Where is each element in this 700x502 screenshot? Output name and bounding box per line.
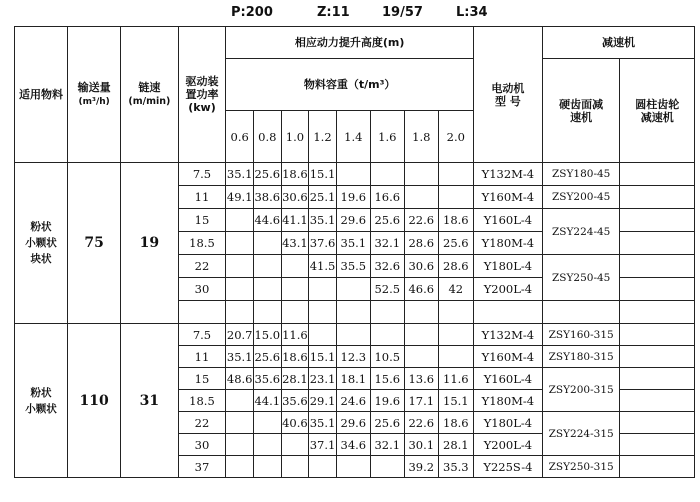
value-cell [226,278,254,301]
value-cell: 20.7 [226,324,254,346]
value-cell: 16.6 [370,186,404,209]
material-cell [15,324,68,478]
power-cell: 30 [178,278,226,301]
density-cell: 1.4 [336,111,370,163]
value-cell [370,163,404,186]
motor-cell: Y180M-4 [473,232,542,255]
motor-header [473,27,542,163]
power-cell: 15 [178,368,226,390]
motor-cell: Y180M-4 [473,390,542,412]
empty-cell [438,301,473,324]
motor-cell: Y180L-4 [473,412,542,434]
value-cell: 35.1 [309,412,337,434]
value-cell: 35.1 [309,209,337,232]
value-cell [438,186,473,209]
value-cell: 10.5 [370,346,404,368]
cyl-reducer-cell [620,186,695,209]
chain-speed-label: 链速 [138,81,161,94]
chain-speed-cell: 31 [121,324,178,478]
material-line: 块状 [30,253,52,265]
drive-power-header [178,27,226,163]
value-cell: 35.5 [336,255,370,278]
value-cell: 28.6 [404,232,438,255]
value-cell: 18.6 [281,163,309,186]
motor-cell: Y225S-4 [473,456,542,478]
cyl-reducer-cell [620,324,695,346]
value-cell: 29.6 [336,412,370,434]
density-cell: 1.8 [404,111,438,163]
empty-cell [404,301,438,324]
cyl-reducer-cell [620,255,695,278]
value-cell: 28.6 [438,255,473,278]
value-cell: 48.6 [226,368,254,390]
value-cell [370,456,404,478]
density-cell: 0.6 [226,111,254,163]
value-cell [253,278,281,301]
value-cell: 29.6 [336,209,370,232]
value-cell: 25.1 [309,186,337,209]
value-cell [226,255,254,278]
cyl-reducer-cell [620,368,695,390]
value-cell: 12.3 [336,346,370,368]
table-row [15,324,695,346]
hard-reducer-cell: ZSY250-315 [542,456,620,478]
drive-power-label: 驱动装置功率 [185,75,219,101]
value-cell [226,209,254,232]
spec-table [14,26,695,478]
power-cell: 11 [178,186,226,209]
value-cell: 35.1 [226,346,254,368]
value-cell [404,163,438,186]
hard-reducer-cell: ZSY180-45 [542,163,620,186]
value-cell [226,412,254,434]
density-cell: 1.0 [281,111,309,163]
density-cell: 0.8 [253,111,281,163]
motor-cell: Y200L-4 [473,278,542,301]
cyl-reducer-label: 圆柱齿轮减速机 [635,97,680,124]
value-cell [226,434,254,456]
value-cell [404,186,438,209]
motor-cell: Y160L-4 [473,368,542,390]
power-cell: 30 [178,434,226,456]
value-cell: 35.1 [336,232,370,255]
value-cell: 19.6 [370,390,404,412]
value-cell: 35.3 [438,456,473,478]
value-cell: 41.5 [309,255,337,278]
empty-cell [309,301,337,324]
value-cell [253,412,281,434]
value-cell: 35.6 [281,390,309,412]
value-cell: 44.1 [253,390,281,412]
material-line: 小颗状 [25,237,57,249]
capacity-unit: (m³/h) [78,96,110,107]
capacity-label: 输送量 [77,80,111,94]
value-cell: 18.6 [438,209,473,232]
value-cell: 15.1 [438,390,473,412]
hard-reducer-label: 硬齿面减速机 [559,97,604,124]
material-line: 小颗状 [25,402,57,415]
value-cell [281,434,309,456]
value-cell [253,456,281,478]
value-cell: 25.6 [438,232,473,255]
value-cell [253,232,281,255]
material-cell [15,163,68,324]
value-cell: 32.6 [370,255,404,278]
value-cell: 15.0 [253,324,281,346]
value-cell [226,456,254,478]
chain-speed-cell: 19 [121,163,178,324]
power-cell: 15 [178,209,226,232]
value-cell: 46.6 [404,278,438,301]
value-cell: 13.6 [404,368,438,390]
value-cell: 35.6 [253,368,281,390]
power-cell: 18.5 [178,232,226,255]
capacity-cell: 75 [68,163,121,324]
empty-cell [253,301,281,324]
cyl-reducer-cell [620,232,695,255]
motor-cell: Y132M-4 [473,163,542,186]
value-cell: 18.6 [281,346,309,368]
value-cell: 17.1 [404,390,438,412]
material-line: 粉状 [30,386,52,399]
hard-reducer-cell: ZSY224-45 [542,209,620,255]
ratio-label: 19/57 [382,5,423,20]
table-row [15,163,695,186]
value-cell [309,324,337,346]
value-cell: 23.1 [309,368,337,390]
empty-cell [620,301,695,324]
motor-label: 电动机型 号 [491,81,525,108]
cyl-reducer-cell [620,412,695,434]
value-cell [438,163,473,186]
density-cell: 1.2 [309,111,337,163]
value-cell [336,163,370,186]
value-cell [309,456,337,478]
power-cell: 7.5 [178,324,226,346]
value-cell: 22.6 [404,209,438,232]
value-cell [226,232,254,255]
value-cell: 18.6 [438,412,473,434]
value-cell: 11.6 [438,368,473,390]
value-cell: 15.1 [309,346,337,368]
empty-cell [370,301,404,324]
value-cell: 30.6 [404,255,438,278]
value-cell: 42 [438,278,473,301]
hard-reducer-cell: ZSY180-315 [542,346,620,368]
hard-reducer-cell: ZSY224-315 [542,412,620,456]
motor-cell: Y132M-4 [473,324,542,346]
cyl-reducer-cell [620,163,695,186]
power-cell: 37 [178,456,226,478]
value-cell [438,324,473,346]
cyl-reducer-cell [620,434,695,456]
power-cell: 22 [178,255,226,278]
value-cell: 25.6 [253,346,281,368]
density-cell: 2.0 [438,111,473,163]
power-cell: 22 [178,412,226,434]
motor-cell: Y160M-4 [473,186,542,209]
value-cell: 49.1 [226,186,254,209]
value-cell [336,278,370,301]
hard-reducer-header [542,59,620,163]
power-cell: 11 [178,346,226,368]
value-cell: 38.6 [253,186,281,209]
value-cell: 11.6 [281,324,309,346]
value-cell: 25.6 [253,163,281,186]
hard-reducer-cell: ZSY160-315 [542,324,620,346]
hard-reducer-cell: ZSY200-315 [542,368,620,412]
value-cell: 39.2 [404,456,438,478]
cyl-reducer-cell [620,278,695,301]
value-cell: 28.1 [438,434,473,456]
l-label: L:34 [456,5,488,20]
density-cell: 1.6 [370,111,404,163]
density-header: 物料容重（t/m³） [226,59,473,111]
header-bar [0,0,700,24]
value-cell [281,456,309,478]
cyl-reducer-header [620,59,695,163]
motor-cell: Y200L-4 [473,434,542,456]
empty-cell [226,301,254,324]
value-cell [404,324,438,346]
value-cell: 25.6 [370,412,404,434]
value-cell: 34.6 [336,434,370,456]
value-cell: 18.1 [336,368,370,390]
value-cell: 24.6 [336,390,370,412]
value-cell [253,434,281,456]
value-cell: 15.6 [370,368,404,390]
value-cell [226,390,254,412]
value-cell [438,346,473,368]
material-line: 粉状 [30,221,52,233]
capacity-cell: 110 [68,324,121,478]
value-cell: 30.6 [281,186,309,209]
cyl-reducer-cell [620,456,695,478]
value-cell: 15.1 [309,163,337,186]
material-header: 适用物料 [15,27,68,163]
reducer-header: 减速机 [542,27,694,59]
motor-cell: Y160L-4 [473,209,542,232]
power-cell: 7.5 [178,163,226,186]
value-cell: 41.1 [281,209,309,232]
chain-speed-header [121,27,178,163]
value-cell: 22.6 [404,412,438,434]
value-cell: 44.6 [253,209,281,232]
value-cell: 30.1 [404,434,438,456]
hard-reducer-cell: ZSY200-45 [542,186,620,209]
capacity-header [68,27,121,163]
empty-cell [178,301,226,324]
p-label: P:200 [231,5,273,20]
value-cell: 35.1 [226,163,254,186]
cyl-reducer-cell [620,346,695,368]
value-cell [404,346,438,368]
value-cell [309,278,337,301]
value-cell: 25.6 [370,209,404,232]
empty-cell [473,301,542,324]
cyl-reducer-cell [620,209,695,232]
empty-cell [542,301,620,324]
value-cell: 40.6 [281,412,309,434]
value-cell [336,456,370,478]
value-cell: 19.6 [336,186,370,209]
value-cell: 43.1 [281,232,309,255]
value-cell: 37.1 [309,434,337,456]
value-cell: 32.1 [370,232,404,255]
value-cell: 37.6 [309,232,337,255]
cyl-reducer-cell [620,390,695,412]
lift-height-header: 相应动力提升高度(m) [226,27,473,59]
motor-cell: Y160M-4 [473,346,542,368]
value-cell [281,278,309,301]
value-cell [336,324,370,346]
value-cell: 52.5 [370,278,404,301]
hard-reducer-cell: ZSY250-45 [542,255,620,301]
chain-speed-unit: (m/min) [128,96,171,107]
value-cell: 28.1 [281,368,309,390]
empty-cell [336,301,370,324]
value-cell [370,324,404,346]
value-cell [253,255,281,278]
drive-power-unit: (kw) [188,101,216,114]
z-label: Z:11 [317,5,350,20]
value-cell: 29.1 [309,390,337,412]
value-cell: 32.1 [370,434,404,456]
value-cell [281,255,309,278]
power-cell: 18.5 [178,390,226,412]
empty-cell [281,301,309,324]
motor-cell: Y180L-4 [473,255,542,278]
